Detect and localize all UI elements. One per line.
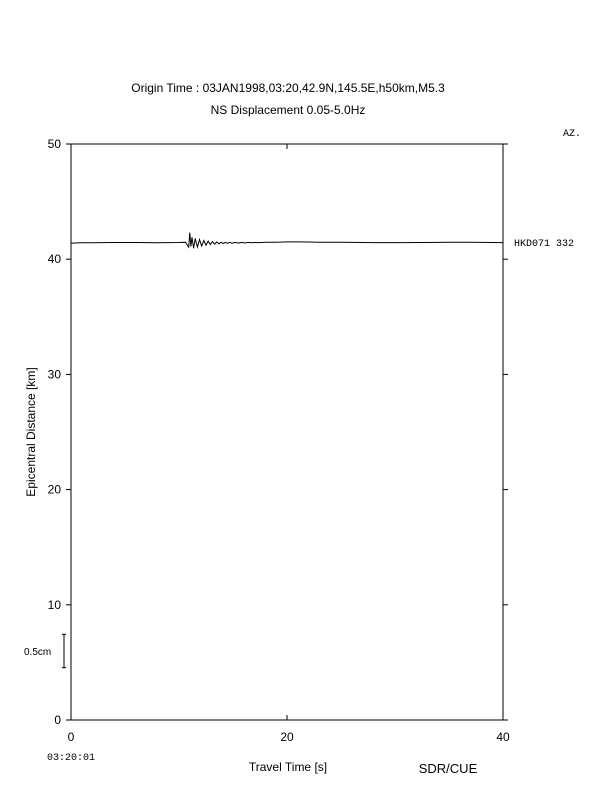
azimuth-header: AZ. — [563, 129, 582, 140]
y-tick-label-4: 40 — [47, 252, 61, 267]
y-tick-label-3: 30 — [47, 367, 61, 382]
y-axis-ticks — [48, 137, 508, 727]
y-tick-label-0: 0 — [54, 713, 61, 727]
amplitude-scale-bar — [24, 634, 66, 667]
x-axis-ticks — [68, 144, 510, 744]
chart-subtitle: NS Displacement 0.05-5.0Hz — [210, 103, 366, 117]
trace-series — [71, 233, 574, 250]
chart-title: Origin Time : 03JAN1998,03:20,42.9N,145.5E,h50km,M5.3 — [131, 81, 445, 95]
trace-HKD071 — [71, 233, 503, 249]
x-tick-label-1: 20 — [280, 730, 294, 744]
credit-label: SDR/CUE — [418, 761, 478, 776]
start-time-label: 03:20:01 — [46, 753, 96, 764]
y-axis-label: Epicentral Distance [km] — [24, 367, 38, 497]
trace-label-HKD071: HKD071 332 — [514, 239, 575, 251]
y-tick-label-1: 10 — [47, 597, 61, 612]
y-tick-label-5: 50 — [47, 137, 61, 151]
x-axis-label: Travel Time [s] — [248, 760, 328, 774]
y-tick-label-2: 20 — [47, 482, 61, 497]
x-tick-label-0: 0 — [67, 730, 75, 744]
x-tick-label-2: 40 — [496, 730, 510, 744]
scale-bar-label: 0.5cm — [24, 647, 52, 658]
plot-frame — [71, 144, 503, 720]
